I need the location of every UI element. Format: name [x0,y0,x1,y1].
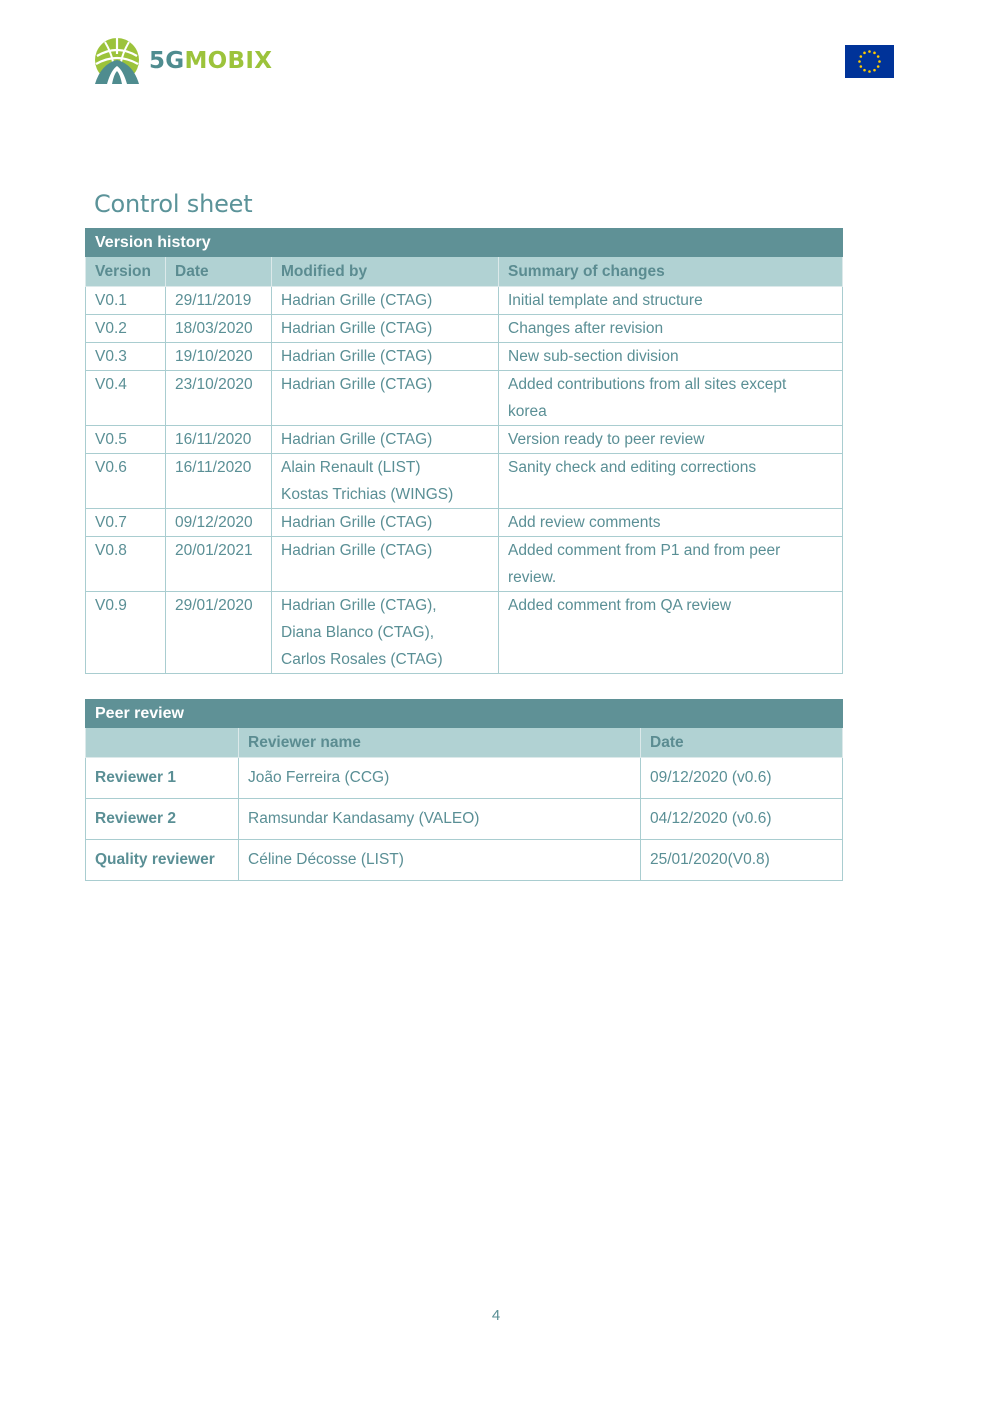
table-row [86,426,843,454]
table-row [86,509,843,537]
version-cell: V0.3 [86,343,166,371]
modified-by-cell-line: Hadrian Grille (CTAG) [281,542,433,559]
eu-star-icon [868,50,871,53]
review-date-cell: 04/12/2020 (v0.6) [641,799,843,840]
modified-by-cell [272,287,499,315]
column-header-version: Version [86,257,166,287]
summary-cell-line: Added comment from QA review [508,597,732,614]
modified-by-cell [272,592,499,674]
summary-cell [499,315,843,343]
eu-star-icon [877,55,880,58]
peer-review-table [85,699,843,881]
page-title: Control sheet [94,190,253,218]
table-row [86,287,843,315]
eu-star-icon [863,52,866,55]
version-cell: V0.8 [86,537,166,592]
date-cell: 29/11/2019 [166,287,272,315]
modified-by-cell-line: Hadrian Grille (CTAG) [281,514,433,531]
role-cell: Reviewer 1 [86,758,239,799]
eu-star-icon [860,65,863,68]
date-cell: 20/01/2021 [166,537,272,592]
summary-cell-line: Added contributions from all sites except [508,376,787,393]
table-row [86,315,843,343]
reviewer-name-cell: Céline Décosse (LIST) [239,840,641,881]
logo-5gmobix [93,38,272,84]
modified-by-cell-line: Hadrian Grille (CTAG) [281,348,433,365]
modified-by-cell-line: Hadrian Grille (CTAG) [281,376,433,393]
summary-cell-line: review. [508,569,557,586]
column-header-modified-by: Modified by [272,257,499,287]
logo-wordmark: 5GMOBIX [149,48,273,74]
version-history-title: Version history [86,229,843,257]
date-cell: 19/10/2020 [166,343,272,371]
modified-by-cell-line: Hadrian Grille (CTAG) [281,292,433,309]
modified-by-cell-line: Alain Renault (LIST) [281,459,421,476]
summary-cell [499,371,843,426]
reviewer-name-cell: João Ferreira (CCG) [239,758,641,799]
summary-cell [499,287,843,315]
page-number: 4 [491,1307,501,1324]
table-row [86,592,843,674]
modified-by-cell [272,426,499,454]
modified-by-cell [272,454,499,509]
eu-star-icon [860,55,863,58]
column-header-date: Date [166,257,272,287]
table-row [86,454,843,509]
date-cell: 23/10/2020 [166,371,272,426]
summary-cell [499,454,843,509]
summary-cell [499,509,843,537]
version-cell: V0.5 [86,426,166,454]
5gmobix-globe-icon [93,38,141,84]
summary-cell-line: Changes after revision [508,320,664,337]
date-cell: 16/11/2020 [166,426,272,454]
date-cell: 18/03/2020 [166,315,272,343]
role-cell: Quality reviewer [86,840,239,881]
table-row [86,371,843,426]
version-cell: V0.4 [86,371,166,426]
column-header-reviewer-name: Reviewer name [239,728,641,758]
summary-cell-line: Initial template and structure [508,292,703,309]
modified-by-cell [272,537,499,592]
date-cell: 16/11/2020 [166,454,272,509]
modified-by-cell-line: Hadrian Grille (CTAG) [281,431,433,448]
reviewer-name-cell: Ramsundar Kandasamy (VALEO) [239,799,641,840]
modified-by-cell [272,343,499,371]
version-history-table [85,228,843,674]
modified-by-cell [272,315,499,343]
table-row [86,537,843,592]
eu-star-icon [858,60,861,63]
peer-review-title: Peer review [86,700,843,728]
version-cell: V0.6 [86,454,166,509]
eu-star-icon [863,69,866,72]
eu-flag-icon [845,45,894,78]
summary-cell [499,592,843,674]
date-cell: 09/12/2020 [166,509,272,537]
summary-cell [499,537,843,592]
summary-cell-line: Added comment from P1 and from peer [508,542,781,559]
modified-by-cell-line: Diana Blanco (CTAG), [281,624,435,641]
version-cell: V0.1 [86,287,166,315]
summary-cell-line: New sub-section division [508,348,679,365]
eu-star-icon [873,52,876,55]
modified-by-cell-line: Carlos Rosales (CTAG) [281,651,443,668]
summary-cell-line: Add review comments [508,514,661,531]
version-cell: V0.7 [86,509,166,537]
review-date-cell: 09/12/2020 (v0.6) [641,758,843,799]
version-cell: V0.9 [86,592,166,674]
modified-by-cell-line: Hadrian Grille (CTAG) [281,320,433,337]
summary-cell [499,343,843,371]
table-row [86,758,843,799]
column-header-role [86,728,239,758]
summary-cell-line: Sanity check and editing corrections [508,459,757,476]
column-header-summary: Summary of changes [499,257,843,287]
summary-cell-line: korea [508,403,547,420]
modified-by-cell-line: Hadrian Grille (CTAG), [281,597,437,614]
summary-cell-line: Version ready to peer review [508,431,705,448]
eu-star-icon [868,70,871,73]
summary-cell [499,426,843,454]
review-date-cell: 25/01/2020(V0.8) [641,840,843,881]
version-cell: V0.2 [86,315,166,343]
modified-by-cell [272,509,499,537]
table-row [86,840,843,881]
role-cell: Reviewer 2 [86,799,239,840]
eu-star-icon [873,69,876,72]
table-row [86,799,843,840]
table-row [86,343,843,371]
modified-by-cell [272,371,499,426]
eu-star-icon [877,65,880,68]
eu-star-icon [878,60,881,63]
column-header-review-date: Date [641,728,843,758]
date-cell: 29/01/2020 [166,592,272,674]
modified-by-cell-line: Kostas Trichias (WINGS) [281,486,454,503]
